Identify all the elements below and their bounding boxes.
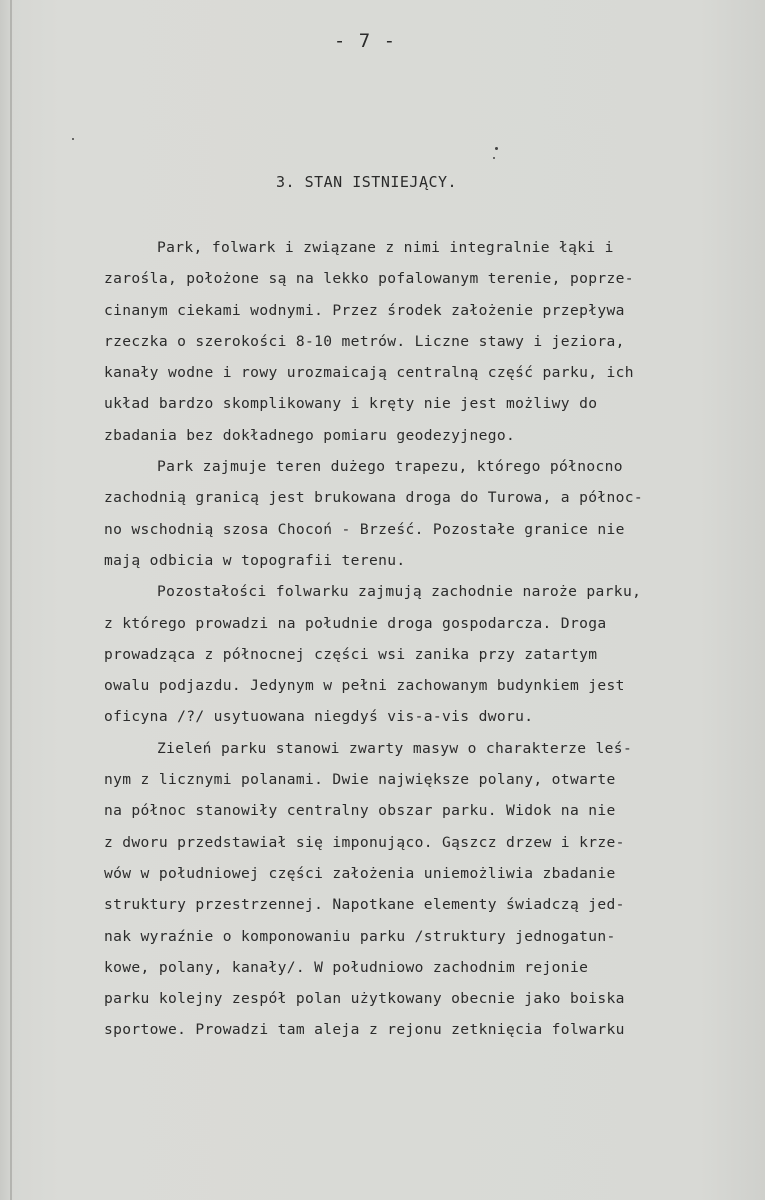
- body-text: [104, 232, 744, 1046]
- text-line: zbadania bez dokładnego pomiaru geodezyjnego.: [104, 426, 516, 444]
- text-line: układ bardzo skomplikowany i kręty nie jest możliwy do: [104, 395, 598, 413]
- text-line: struktury przestrzennej. Napotkane elementy świadczą jed-: [104, 896, 625, 914]
- text-line: Park, folwark i związane z nimi integralnie łąki i: [157, 239, 614, 256]
- text-line: Park zajmuje teren dużego trapezu, którego północno: [157, 458, 623, 476]
- ink-speck: [493, 157, 495, 159]
- text-line: owalu podjazdu. Jedynym w pełni zachowanym budynkiem jest: [104, 677, 625, 695]
- ink-speck: [72, 138, 74, 140]
- text-line: kowe, polany, kanały/. W południowo zachodnim rejonie: [104, 958, 589, 976]
- text-line: no wschodnią szosa Chocoń - Brześć. Pozostałe granice nie: [104, 520, 625, 538]
- ink-speck: [495, 147, 498, 150]
- text-line: nak wyraźnie o komponowaniu parku /struktury jednogatun-: [104, 927, 616, 945]
- text-line: kanały wodne i rowy urozmaicają centralną część parku, ich: [104, 364, 634, 382]
- text-line: Zieleń parku stanowi zwarty masyw o charakterze leś-: [157, 739, 633, 757]
- text-line: na północ stanowiły centralny obszar parku. Widok na nie: [104, 802, 616, 820]
- section-heading: 3. STAN ISTNIEJĄCY.: [276, 173, 458, 191]
- text-line: prowadząca z północnej części wsi zanika przy zatartym: [104, 645, 598, 663]
- text-line: Pozostałości folwarku zajmują zachodnie naroże parku,: [157, 583, 642, 601]
- text-line: zachodnią granicą jest brukowana droga do Turowa, a północ-: [104, 489, 644, 507]
- text-line: sportowe. Prowadzi tam aleja z rejonu zetknięcia folwarku: [104, 1021, 625, 1039]
- text-line: cinanym ciekami wodnymi. Przez środek założenie przepływa: [104, 301, 625, 319]
- binding-edge: [10, 0, 12, 1200]
- text-line: z którego prowadzi na południe droga gospodarcza. Droga: [104, 614, 607, 632]
- text-line: zarośla, położone są na lekko pofalowanym terenie, poprze-: [104, 270, 634, 288]
- text-line: rzeczka o szerokości 8-10 metrów. Liczne stawy i jeziora,: [104, 332, 625, 350]
- page-number: - 7 -: [333, 30, 397, 52]
- text-line: mają odbicia w topografii terenu.: [104, 551, 406, 569]
- text-line: parku kolejny zespół polan użytkowany obecnie jako boiska: [104, 990, 625, 1008]
- text-line: nym z licznymi polanami. Dwie największe polany, otwarte: [104, 771, 616, 789]
- text-line: oficyna /?/ usytuowana niegdyś vis-a-vis dworu.: [104, 708, 534, 726]
- text-line: wów w południowej części założenia uniemożliwia zbadanie: [104, 864, 616, 882]
- text-line: z dworu przedstawiał się imponująco. Gąszcz drzew i krze-: [104, 833, 625, 851]
